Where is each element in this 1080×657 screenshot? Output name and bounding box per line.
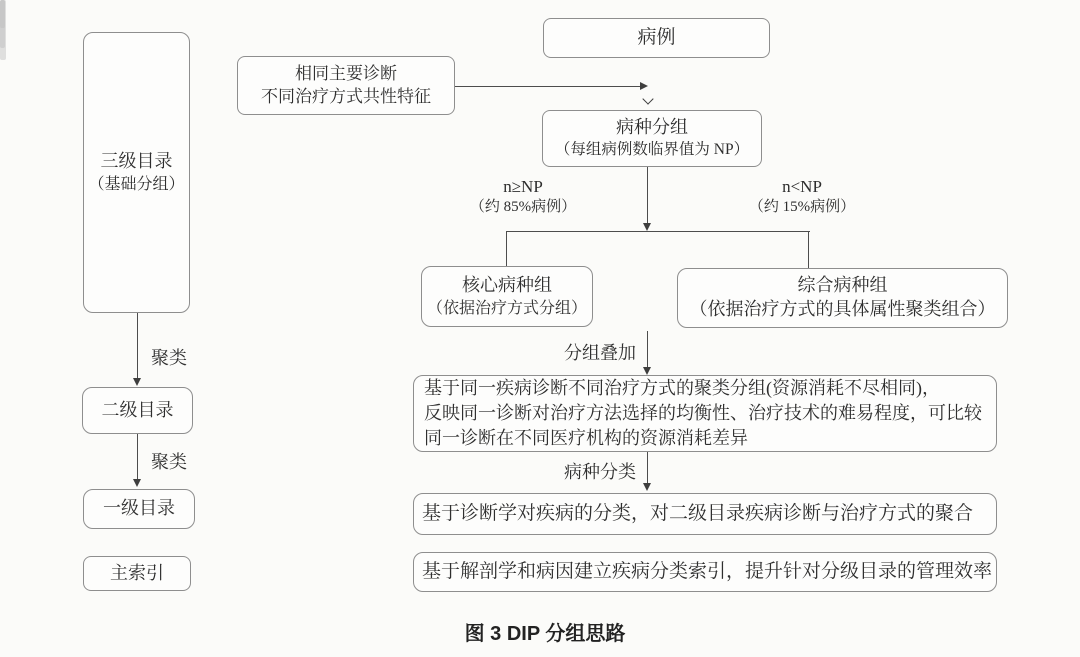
common-features-line2: 不同治疗方式共性特征 <box>261 86 431 106</box>
branch-right-share: （约 15%病例） <box>748 199 856 215</box>
disease-grouping-subtitle: （每组病例数临界值为 NP） <box>554 141 750 159</box>
branch-left-share: （约 85%病例） <box>469 199 577 215</box>
split-line <box>507 231 810 232</box>
common-features-line1: 相同主要诊断 <box>295 64 397 84</box>
arrowhead-right-icon <box>640 82 648 90</box>
arrowhead-down-icon <box>643 223 651 231</box>
split-drop-left <box>506 231 507 266</box>
level3-catalog-box <box>83 32 190 313</box>
cluster-description-box <box>413 375 997 452</box>
cluster-label-1: 聚类 <box>151 348 187 368</box>
cluster-label-2: 聚类 <box>151 452 187 472</box>
branch-right-label <box>722 176 882 218</box>
arrowhead-down-icon <box>643 483 651 491</box>
level2-catalog-label: 二级目录 <box>101 399 174 420</box>
core-group-subtitle: （依据治疗方式分组） <box>426 299 587 317</box>
classification-description-box <box>413 493 997 535</box>
classification-description-text: 基于诊断学对疾病的分类，对二级目录疾病诊断与治疗方式的聚合 <box>422 503 974 525</box>
index-description-text: 基于解剖学和病因建立疾病分类索引，提升针对分级目录的管理效率 <box>422 561 993 583</box>
cluster-description-line2: 反映同一诊断对治疗方法选择的均衡性、治疗技术的难易程度，可比较 <box>424 403 982 423</box>
comprehensive-group-title: 综合病种组 <box>797 275 888 296</box>
arrowhead-down-icon <box>133 479 141 487</box>
cluster-description-line1: 基于同一疾病诊断不同治疗方式的聚类分组(资源消耗不尽相同)， <box>424 378 940 398</box>
arrowhead-down-icon <box>643 367 651 375</box>
level1-catalog-box <box>83 489 195 529</box>
main-index-label: 主索引 <box>110 562 164 583</box>
branch-left-label <box>445 176 601 218</box>
cluster-description-line3: 同一诊断在不同医疗机构的资源消耗差异 <box>424 428 748 448</box>
scan-artifact <box>0 0 5 28</box>
connector-level2-to-level1 <box>137 434 138 480</box>
connector-description-to-classification <box>647 452 648 484</box>
connector-grouping-to-split <box>647 167 648 224</box>
connector-groups-to-description <box>647 331 648 368</box>
level3-catalog-label: 三级目录 <box>100 151 173 172</box>
core-group-title: 核心病种组 <box>462 275 552 296</box>
index-description-box <box>413 552 997 592</box>
level1-catalog-label: 一级目录 <box>103 498 175 519</box>
overlay-label: 分组叠加 <box>564 343 636 363</box>
classification-label: 病种分类 <box>564 462 636 482</box>
split-drop-right <box>808 231 809 268</box>
comprehensive-group-box <box>677 268 1008 328</box>
arrowhead-down-icon <box>133 378 141 386</box>
case-box <box>543 18 770 58</box>
level2-catalog-box <box>82 387 193 434</box>
branch-left-condition: n≥NP <box>503 177 543 196</box>
figure-caption: 图 3 DIP 分组思路 <box>464 623 626 645</box>
case-label: 病例 <box>637 27 676 49</box>
branch-right-condition: n<NP <box>782 177 822 196</box>
core-group-box <box>421 266 593 327</box>
disease-grouping-box <box>542 110 762 167</box>
comprehensive-group-subtitle: （依据治疗方式的具体属性聚类组合） <box>689 299 996 319</box>
main-index-box <box>83 556 191 591</box>
disease-grouping-title: 病种分组 <box>616 117 688 138</box>
level3-catalog-sublabel: （基础分组） <box>88 175 185 193</box>
chevron-down-icon <box>642 93 653 104</box>
connector-level3-to-level2 <box>137 313 138 379</box>
common-features-box <box>237 56 455 115</box>
connector-features-to-flow <box>455 86 641 87</box>
